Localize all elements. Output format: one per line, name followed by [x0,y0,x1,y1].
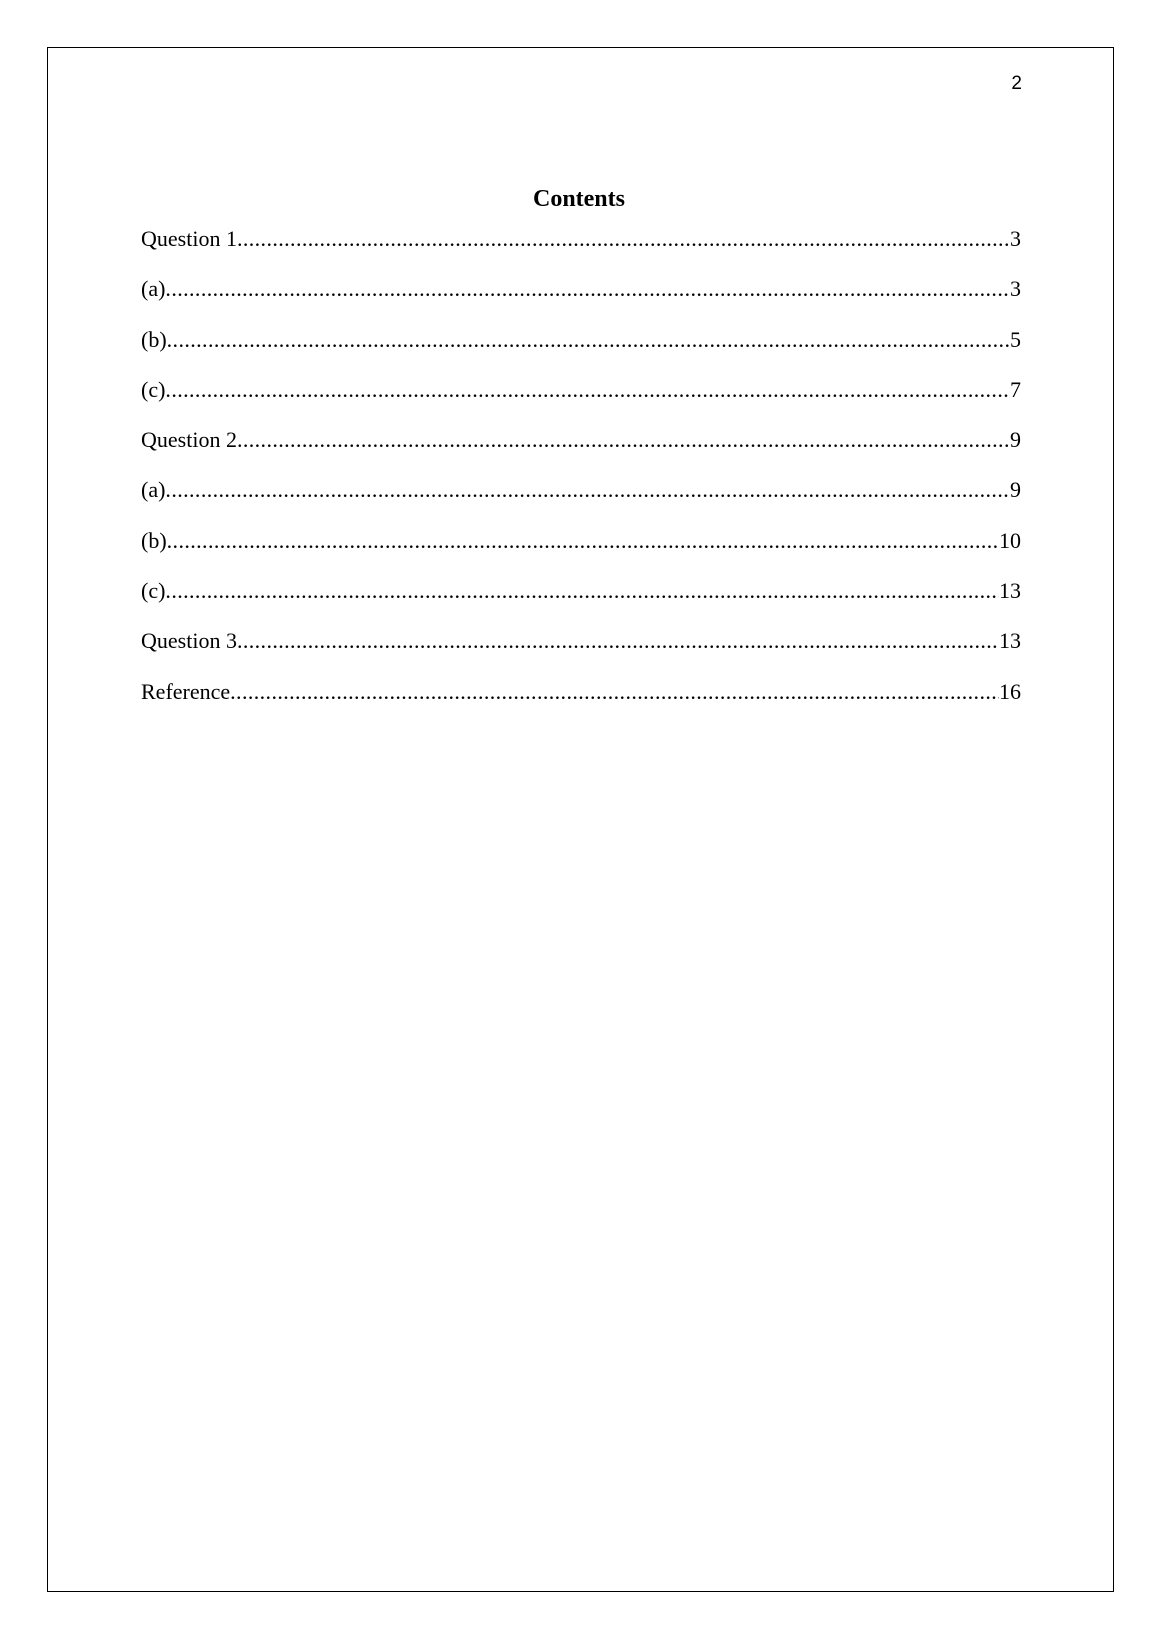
toc-entry-reference[interactable] [141,679,1021,729]
toc-entry-label: (b) [141,326,167,352]
toc-entry-question-2-b[interactable] [141,528,1021,578]
toc-entry-question-1-b[interactable] [141,327,1021,377]
toc-entry-page: 9 [1010,427,1021,453]
toc-dot-leader [230,679,999,705]
toc-dot-leader [165,578,999,604]
toc-entry-label: Question 1 [141,226,237,251]
toc-entry-page: 13 [999,578,1021,604]
toc-entry-page: 10 [999,527,1021,553]
toc-dot-leader [165,377,1010,403]
toc-entry-question-2-a[interactable] [141,477,1021,527]
toc-dot-leader [167,528,999,554]
toc-entry-question-2[interactable] [141,427,1021,477]
toc-entry-page: 13 [999,628,1021,654]
toc-entry-label: (a) [141,477,166,503]
toc-entry-page: 5 [1010,326,1021,352]
toc-entry-question-1[interactable] [141,226,1021,276]
toc-entry-label: (b) [141,527,167,553]
toc-entry-page: 3 [1010,276,1021,302]
toc-entry-question-3[interactable] [141,628,1021,678]
toc-entry-label: (c) [141,578,166,604]
toc-title: Contents [532,186,625,212]
page-number: 2 [1011,73,1022,94]
table-of-contents [141,226,1021,729]
toc-entry-label: Question 2 [141,427,237,453]
toc-dot-leader [165,477,1010,503]
toc-dot-leader [167,327,1010,353]
toc-dot-leader [237,226,1010,252]
toc-entry-page: 9 [1010,477,1021,503]
toc-entry-question-1-a[interactable] [141,276,1021,326]
toc-entry-label: (c) [141,376,166,402]
toc-entry-label: (a) [141,276,166,302]
toc-dot-leader [165,276,1010,302]
toc-entry-page: 3 [1010,226,1021,251]
toc-entry-page: 16 [999,678,1021,704]
toc-entry-page: 7 [1010,376,1021,402]
toc-entry-label: Question 3 [141,628,237,654]
toc-dot-leader [237,628,999,654]
toc-dot-leader [237,427,1010,453]
toc-entry-question-2-c[interactable] [141,578,1021,628]
toc-entry-label: Reference [141,678,231,704]
toc-entry-question-1-c[interactable] [141,377,1021,427]
